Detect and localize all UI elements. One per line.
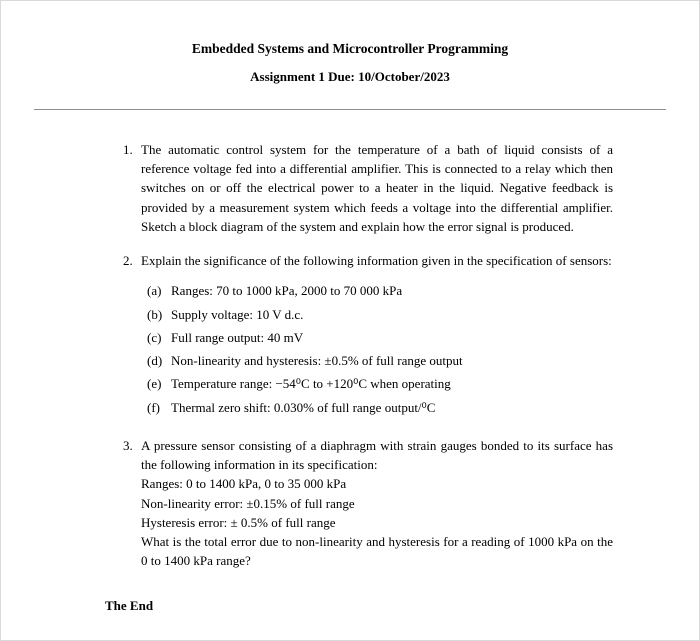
subitem-e (147, 374, 613, 393)
document-header (1, 1, 699, 85)
subitem-c (147, 328, 613, 347)
question-2-number: 2. (123, 253, 133, 269)
question-3-spec-hysteresis: Hysteresis error: ± 0.5% of full range (141, 514, 336, 530)
question-2-text: Explain the significance of the following information given in the specification of sensors: (141, 253, 612, 269)
subitem-b-label: (b) (147, 306, 163, 322)
question-2-body (141, 251, 613, 421)
subitem-d (147, 351, 613, 370)
question-1 (123, 140, 613, 236)
subitem-e-label: (e) (147, 376, 162, 392)
question-3 (123, 436, 613, 571)
subitem-a (147, 281, 613, 300)
document-body (105, 140, 613, 570)
subitem-c-label: (c) (147, 329, 162, 345)
the-end-label: The End (105, 598, 154, 614)
header-divider (34, 109, 666, 110)
subitem-b-text: Supply voltage: 10 V d.c. (171, 306, 304, 322)
question-1-number: 1. (123, 142, 133, 157)
question-2 (123, 251, 613, 421)
question-3-spec-ranges: Ranges: 0 to 1400 kPa, 0 to 35 000 kPa (141, 476, 347, 492)
subitem-d-text: Non-linearity and hysteresis: ±0.5% of full range output (171, 353, 463, 369)
question-1-text: The automatic control system for the temperature of a bath of liquid consists of a reference voltage fed into a differential amplifier. This is connected to a relay which then switches on or off the electrical power to a heater in the liquid. Negative feedback is provided by a measurement system which feeds a voltage into the differential amplifier. Sketch a block diagram of the system and explain how the error signal is produced. (141, 142, 613, 234)
question-3-prompt: What is the total error due to non-linearity and hysteresis for a reading of 1000 kPa on the 0 to 1400 kPa range? (141, 533, 613, 569)
subitem-e-text: Temperature range: −54⁰C to +120⁰C when operating (171, 376, 451, 392)
question-2-subitems (147, 281, 613, 416)
question-3-body (141, 436, 613, 571)
assignment-due-subtitle: Assignment 1 Due: 10/October/2023 (250, 69, 450, 84)
subitem-c-text: Full range output: 40 mV (171, 329, 304, 345)
subitem-f-label: (f) (147, 399, 160, 415)
subitem-a-text: Ranges: 70 to 1000 kPa, 2000 to 70 000 kPa (171, 283, 403, 299)
document-title: Embedded Systems and Microcontroller Programming (191, 41, 509, 56)
subitem-d-label: (d) (147, 353, 163, 369)
subitem-a-label: (a) (147, 283, 162, 299)
subitem-f-text: Thermal zero shift: 0.030% of full range output/⁰C (171, 399, 436, 415)
question-3-spec-nonlinearity: Non-linearity error: ±0.15% of full range (141, 495, 355, 511)
subitem-b (147, 305, 613, 324)
question-3-number: 3. (123, 437, 133, 453)
question-3-intro: A pressure sensor consisting of a diaphragm with strain gauges bonded to its surface has the following information in its specification: (141, 437, 613, 473)
subitem-f (147, 398, 613, 417)
